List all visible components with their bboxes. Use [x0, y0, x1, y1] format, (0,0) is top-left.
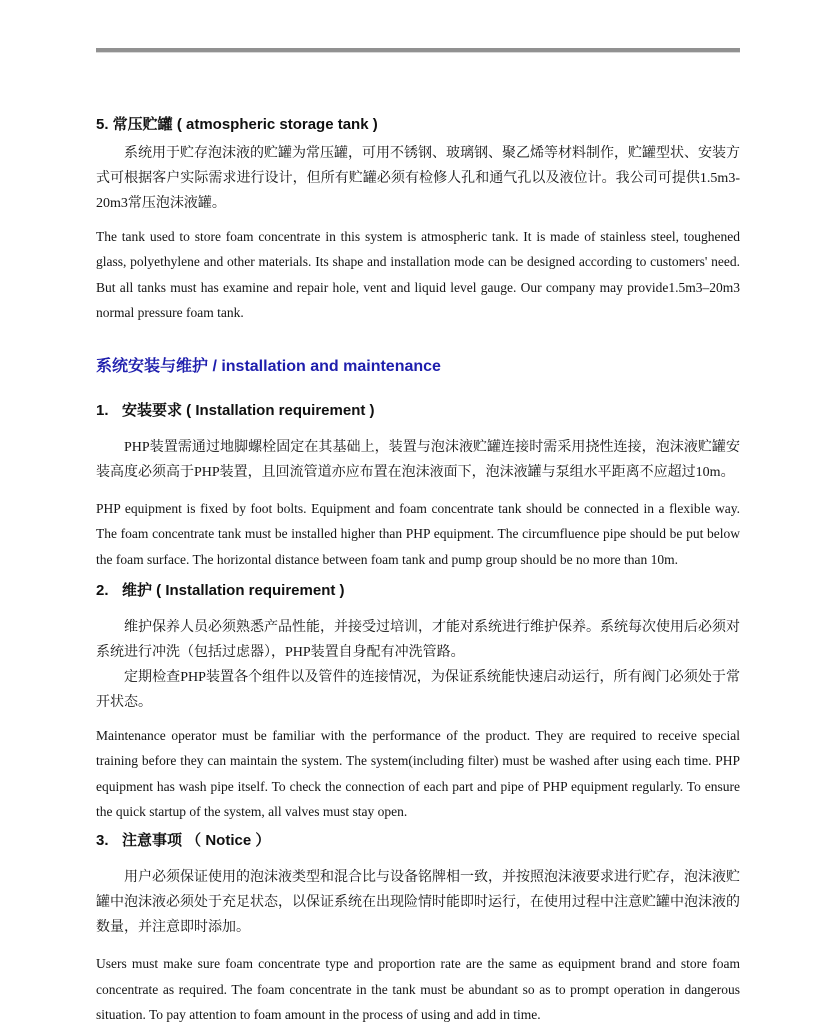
subsection-3-title: 注意事项 （ Notice ）: [122, 832, 271, 850]
subsection-1-heading: [96, 401, 748, 420]
section-5-paragraph-en: The tank used to store foam concentrate in this system is atmospheric tank. It is made of stainless steel, toughened glass, polyethylene and other materials. Its shape and installation mode can be designed according to customers' need. But all tanks must has examine and repair hole, vent and liquid level gauge. Our company may provide1.5m3–20m3 normal pressure foam tank.: [96, 229, 740, 320]
subsection-2-number: 2.: [96, 582, 109, 600]
top-divider: [96, 48, 740, 53]
subsection-1-paragraph-cn: PHP装置需通过地脚螺栓固定在其基础上，装置与泡沫液贮罐连接时需采用挠性连接，泡沫液贮罐安装高度必须高于PHP装置，且回流管道亦应布置在泡沫液面下，泡沫液罐与泵组水平距离不应超过10m。: [96, 440, 740, 481]
subsection-3-paragraph-cn: 用户必须保证使用的泡沫液类型和混合比与设备铭牌相一致，并按照泡沫液要求进行贮存，泡沫液贮罐中泡沫液必须处于充足状态，以保证系统在出现险情时能即时运行，在使用过程中注意贮罐中泡沫液的数量，并注意即时添加。: [96, 870, 740, 936]
subsection-2-paragraph-en: Maintenance operator must be familiar with the performance of the product. They are required to receive special training before they can maintain the system. The system(including filter) must be washed after using each time. PHP equipment has wash pipe itself. To check the connection of each part and pipe of PHP equipment regularly. To ensure the quick startup of the system, all valves must stay open.: [96, 728, 740, 819]
installation-maintenance-heading: 系统安装与维护 / installation and maintenance: [96, 358, 441, 376]
subsection-2-title: 维护 ( Installation requirement ): [122, 582, 345, 600]
subsection-1-title: 安装要求 ( Installation requirement ): [122, 402, 375, 420]
subsection-3-heading: [96, 831, 748, 850]
subsection-3-paragraph-en: Users must make sure foam concentrate type and proportion rate are the same as equipment brand and store foam concentrate as required. The foam concentrate in the tank must be abundant so as to prompt operation in dangerous situation. To pay attention to foam amount in the process of using and add in time.: [96, 956, 740, 1022]
section-5-paragraph-cn: 系统用于贮存泡沫液的贮罐为常压罐，可用不锈钢、玻璃钢、聚乙烯等材料制作，贮罐型状、安装方式可根据客户实际需求进行设计，但所有贮罐必须有检修人孔和通气孔以及液位计。我公司可提供1.5m3-20m3常压泡沫液罐。: [96, 146, 740, 211]
section-5-heading: 5. 常压贮罐 ( atmospheric storage tank ): [96, 116, 378, 133]
subsection-2-paragraph-cn-2: 定期检查PHP装置各个组件以及管件的连接情况，为保证系统能快速启动运行，所有阀门必须处于常开状态。: [96, 670, 740, 711]
document-page: [0, 48, 748, 1027]
subsection-2-paragraph-cn-1: 维护保养人员必须熟悉产品性能，并接受过培训，才能对系统进行维护保养。系统每次使用后必须对系统进行冲洗（包括过虑器），PHP装置自身配有冲洗管路。: [96, 620, 740, 661]
subsection-1-paragraph-en: PHP equipment is fixed by foot bolts. Equipment and foam concentrate tank should be connected in a flexible way. The foam concentrate tank must be installed higher than PHP equipment. The circumfluence pipe should be put below the foam surface. The horizontal distance between foam tank and pump group should be no more than 10m.: [96, 501, 740, 567]
subsection-1-number: 1.: [96, 402, 109, 420]
subsection-2-heading: [96, 581, 748, 600]
subsection-3-number: 3.: [96, 832, 109, 850]
